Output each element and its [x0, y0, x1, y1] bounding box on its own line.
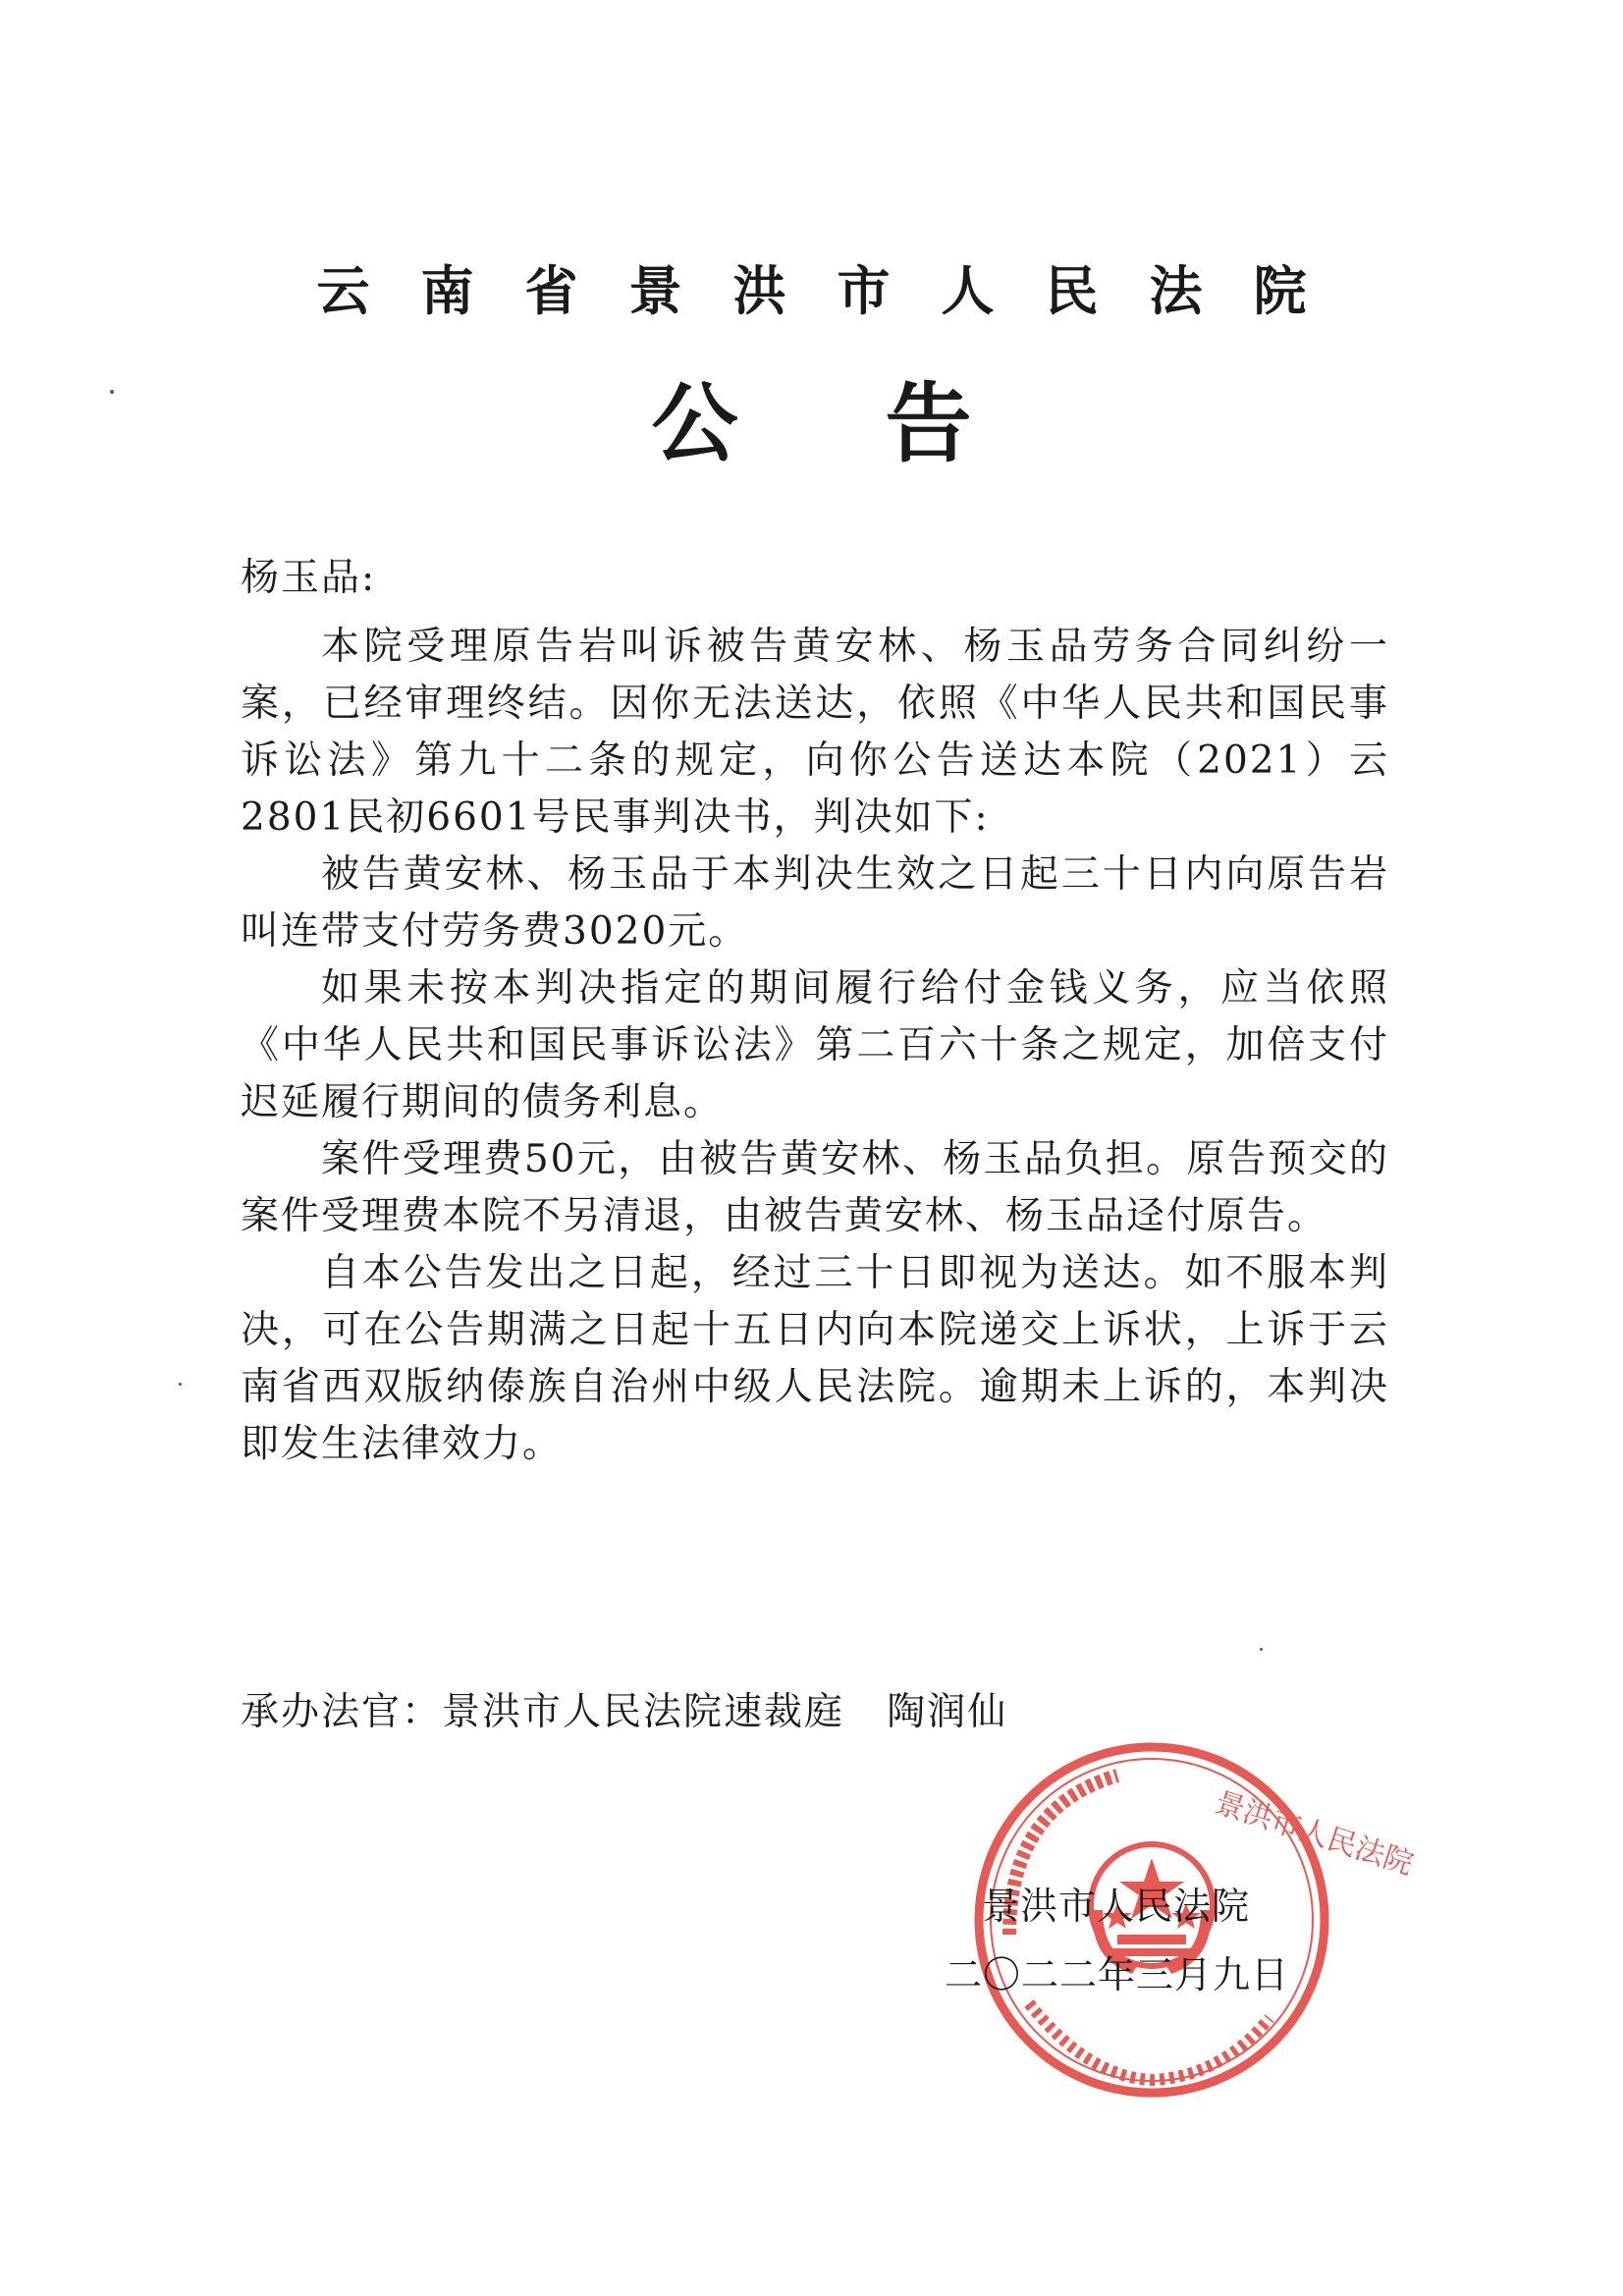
- paragraph-case-summary: 本院受理原告岩叫诉被告黄安林、杨玉品劳务合同纠纷一案，已经审理终结。因你无法送达，依照《中华人民共和国民事诉讼法》第九十二条的规定，向你公告送达本院（2021）云2801民初6601号民事判决书，判决如下:: [241, 625, 1389, 840]
- scan-speck: [110, 390, 114, 394]
- signature-date: 二〇二二年三月九日: [945, 1953, 1290, 1996]
- paragraph-service-appeal: 自本公告发出之日起，经过三十日即视为送达。如不服本判决，可在公告期满之日起十五日内向本院递交上诉状，上诉于云南省西双版纳傣族自治州中级人民法院。逾期未上诉的，本判决即发生法律效力。: [241, 1251, 1389, 1466]
- paragraph-judgment: 被告黄安林、杨玉品于本判决生效之日起三十日内向原告岩叫连带支付劳务费3020元。: [241, 852, 1389, 954]
- scan-speck: [1260, 1648, 1263, 1651]
- presiding-judge-line: 承办法官：景洪市人民法院速裁庭 陶润仙: [241, 1690, 1008, 1734]
- seal-chinese-arc-text: 景洪市人民法院: [1210, 1785, 1418, 1883]
- court-name-heading: 云南省景洪市人民法院: [316, 260, 1358, 322]
- paragraph-late-interest: 如果未按本判决指定的期间履行给付金钱义务，应当依照《中华人民共和国民事诉讼法》第二百六十条之规定，加倍支付迟延履行期间的债务利息。: [241, 966, 1389, 1124]
- scan-speck: [179, 1383, 182, 1386]
- announcement-body: [241, 550, 1389, 1473]
- addressee: 杨玉品:: [241, 556, 377, 600]
- paragraph-case-fee: 案件受理费50元，由被告黄安林、杨玉品负担。原告预交的案件受理费本院不另清退，由被告黄安林、杨玉品迳付原告。: [241, 1137, 1389, 1238]
- signature-court-name: 景洪市人民法院: [982, 1885, 1251, 1928]
- announcement-title: 公告: [651, 373, 1119, 474]
